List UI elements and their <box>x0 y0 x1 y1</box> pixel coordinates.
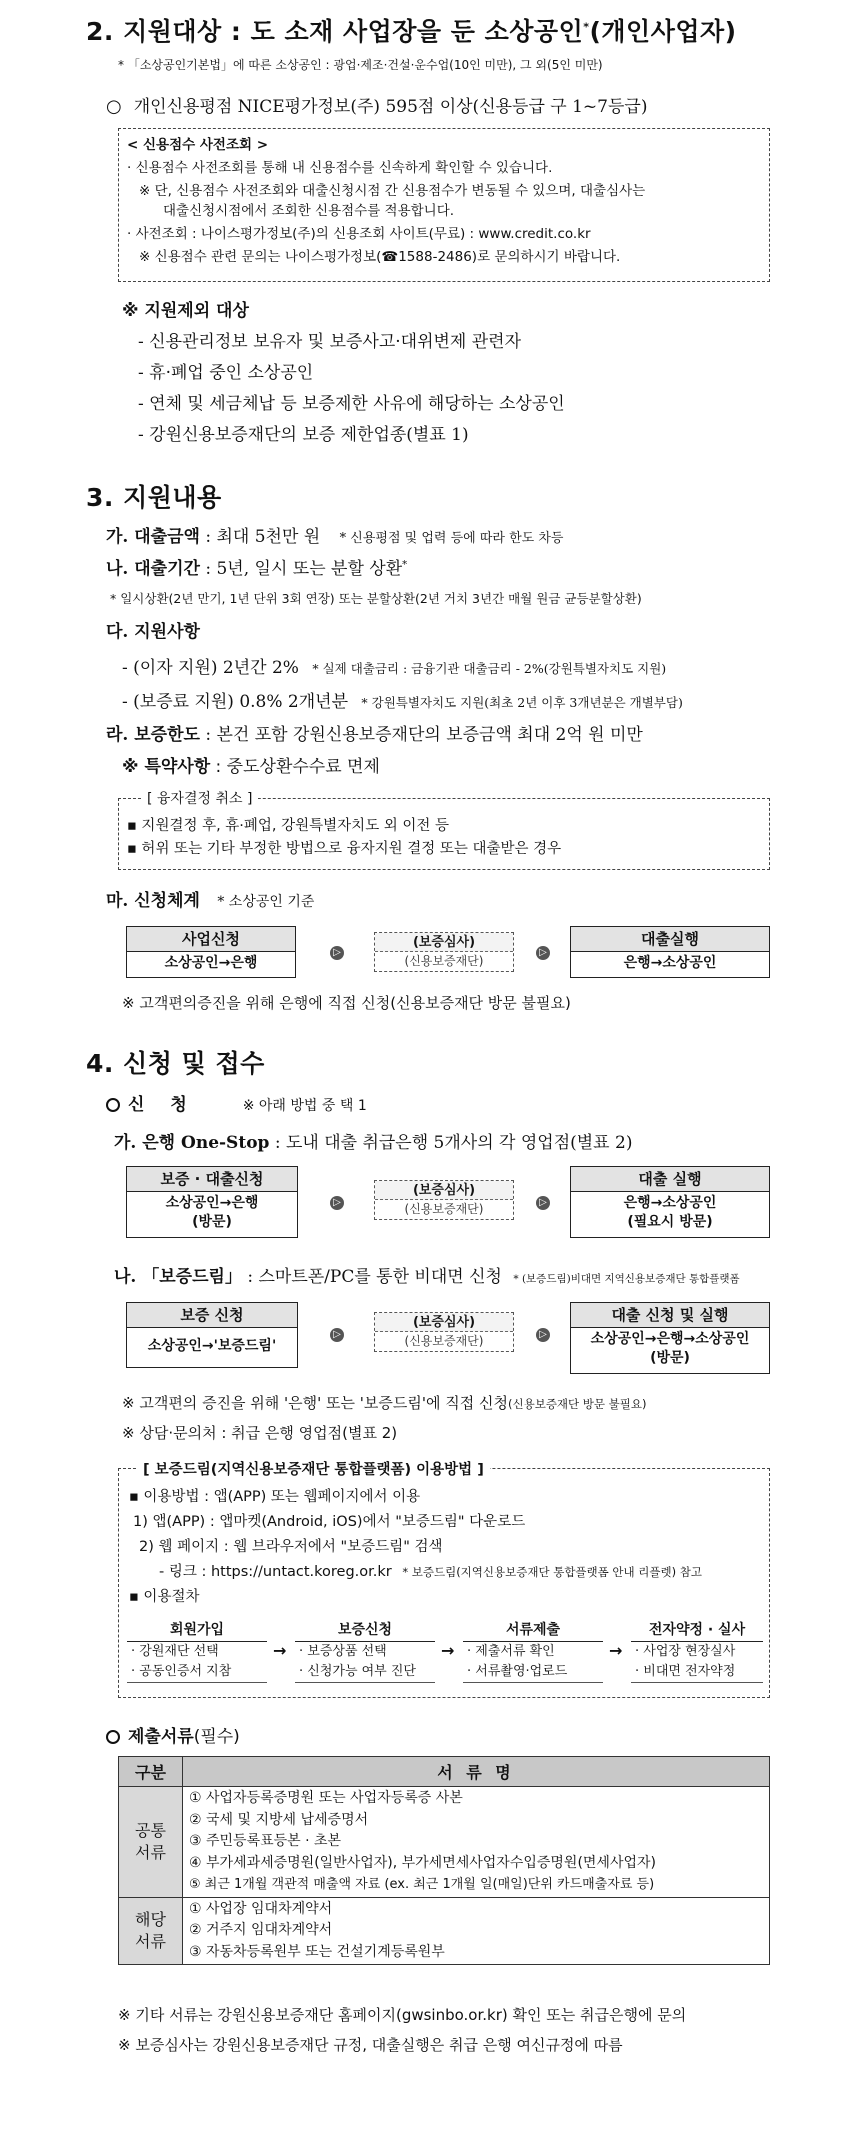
support-title: 다. 지원사항 <box>106 622 200 642</box>
bojeungdream-row: 나. 「보증드림」 : 스마트폰/PC를 통한 비대면 신청 * (보증드림)비대면 지역신용보증재단 통합플랫폼 <box>114 1267 740 1287</box>
flow-arrow-icon: ▷ <box>330 1196 344 1210</box>
doc-item: ② 거주지 임대차계약서 <box>189 1922 333 1938</box>
credit-box-line: ※ 단, 신용점수 사전조회와 대출신청시점 간 신용점수가 변동될 수 있으며, 대출심사는 <box>139 183 646 199</box>
credit-box-line: ※ 신용점수 관련 문의는 나이스평가정보(☎1588-2486)로 문의하시기 바랍니다. <box>139 249 621 265</box>
section-2-title: 2. 지원대상 : 도 소재 사업장을 둔 소상공인*(개인사업자) <box>86 17 737 46</box>
docs-footer <box>118 2000 686 2060</box>
flow-b-step-review: (보증심사) (신용보증재단) <box>374 1312 514 1352</box>
flow-step-execute: 대출실행 은행→소상공인 <box>570 926 770 978</box>
flow-arrow-icon: ▷ <box>536 1328 550 1342</box>
special-terms-row: ※ 특약사항 : 중도상환수수료 면제 <box>122 757 380 777</box>
bank-onestop-row: 가. 은행 One-Stop : 도내 대출 취급은행 5개사의 각 영업점(별표 2) <box>114 1133 633 1153</box>
exclusion-item: - 신용관리정보 보유자 및 보증사고·대위변제 관련자 <box>138 332 522 352</box>
cancel-item: ▪ 허위 또는 기타 부정한 방법으로 융자지원 결정 또는 대출받은 경우 <box>127 841 562 857</box>
dream-step: 회원가입 · 강원재단 선택 · 공동인증서 지참 <box>127 1619 267 1683</box>
dream-link-row: - 링크 : https://untact.koreg.or.kr * 보증드림(지역신용보증재단 통합플랫폼 안내 리플렛) 참고 <box>159 1564 702 1580</box>
flow-arrow-icon: ▷ <box>330 946 344 960</box>
flow-step-review: (보증심사) (신용보증재단) <box>374 932 514 972</box>
documents-table <box>118 1756 770 1965</box>
dream-method: ▪ 이용방법 : 앱(APP) 또는 웹페이지에서 이용 <box>129 1489 421 1505</box>
flow-b-step-execute: 대출 신청 및 실행 소상공인→은행→소상공인 (방문) <box>570 1302 770 1374</box>
dream-web: 2) 웹 페이지 : 웹 브라우저에서 "보증드림" 검색 <box>139 1539 443 1555</box>
flow-arrow-icon: ▷ <box>536 946 550 960</box>
dream-app: 1) 앱(APP) : 앱마켓(Android, iOS)에서 "보증드림" 다운로드 <box>133 1514 526 1530</box>
doc-item: ① 사업장 임대차계약서 <box>189 1900 333 1917</box>
table-row <box>119 1897 770 1965</box>
bojeungdream-box-title: [ 보증드림(지역신용보증재단 통합플랫폼) 이용방법 ] <box>137 1458 490 1479</box>
table-header: 구분 <box>119 1757 183 1787</box>
sec4-note-2: ※ 상담·문의처 : 취급 은행 영업점(별표 2) <box>122 1424 398 1442</box>
row-category: 해당 서류 <box>119 1897 183 1965</box>
flow-a-step-execute: 대출 실행 은행→소상공인 (필요시 방문) <box>570 1166 770 1238</box>
circle-bullet-icon <box>106 1730 120 1744</box>
flow-a-step-review: (보증심사) (신용보증재단) <box>374 1180 514 1220</box>
credit-box-line: · 사전조회 : 나이스평가정보(주)의 신용조회 사이트(무료) : www.credit.co.kr <box>127 226 591 242</box>
section-2-bullet: ○ 개인신용평점 NICE평가정보(주) 595점 이상(신용등급 구 1~7등급) <box>106 96 648 117</box>
exclusion-list <box>138 327 565 451</box>
flow-arrow-icon: ▷ <box>330 1328 344 1342</box>
doc-item: ③ 주민등록표등본 · 초본 <box>189 1833 342 1849</box>
apply-system-row: 마. 신청체계 * 소상공인 기준 <box>106 891 315 911</box>
docs-footer-line: ※ 기타 서류는 강원신용보증재단 홈페이지(gwsinbo.or.kr) 확인 또는 취급은행에 문의 <box>118 2006 687 2024</box>
docs-footer-line: ※ 보증심사는 강원신용보증재단 규정, 대출실행은 취급 은행 여신규정에 따름 <box>118 2036 623 2054</box>
dream-step: 전자약정 · 실사 · 사업장 현장실사 · 비대면 전자약정 <box>631 1619 763 1683</box>
step-arrow-icon: → <box>441 1641 455 1660</box>
cancel-box <box>118 791 770 870</box>
interest-support-row: - (이자 지원) 2년간 2% * 실제 대출금리 : 금융기관 대출금리 - 2%(강원특별자치도 지원) <box>122 658 667 678</box>
credit-box-title: < 신용점수 사전조회 > <box>127 137 269 153</box>
loan-period-row: 나. 대출기간 : 5년, 일시 또는 분할 상환* <box>106 559 408 579</box>
dream-proc-title: ▪ 이용절차 <box>129 1589 200 1605</box>
table-header-row <box>119 1757 770 1787</box>
doc-item: ④ 부가세과세증명원(일반사업자), 부가세면세사업자수입증명원(면세사업자) <box>189 1854 656 1871</box>
doc-item: ② 국세 및 지방세 납세증명서 <box>189 1811 369 1828</box>
row-items <box>183 1787 770 1898</box>
apply-row: 신 청 ※ 아래 방법 중 택 1 <box>106 1090 367 1115</box>
exclusion-title: ※ 지원제외 대상 <box>122 301 249 321</box>
bojeungdream-box <box>118 1462 770 1698</box>
guarantee-limit-row: 라. 보증한도 : 본건 포함 강원신용보증재단의 보증금액 최대 2억 원 미만 <box>106 725 643 745</box>
cancel-item: ▪ 지원결정 후, 휴·폐업, 강원특별자치도 외 이전 등 <box>127 818 450 834</box>
doc-item: ① 사업자등록증명원 또는 사업자등록증 사본 <box>189 1790 463 1806</box>
section-3-title: 3. 지원내용 <box>86 483 222 512</box>
dream-steps <box>127 1619 767 1689</box>
flow-b-step-apply: 보증 신청 소상공인→'보증드림' <box>126 1302 298 1368</box>
credit-precheck-box <box>118 128 770 282</box>
loan-amount-row: 가. 대출금액 : 최대 5천만 원 * 신용평점 및 업력 등에 따라 한도 차등 <box>106 527 564 547</box>
flow-arrow-icon: ▷ <box>536 1196 550 1210</box>
docs-title-row: 제출서류(필수) <box>106 1722 240 1747</box>
credit-box-line: 대출신청시점에서 조회한 신용점수를 적용합니다. <box>163 203 455 219</box>
dream-step: 서류제출 · 제출서류 확인 · 서류촬영·업로드 <box>463 1619 603 1683</box>
cancel-box-title: [ 융자결정 취소 ] <box>141 788 258 808</box>
section-4-title: 4. 신청 및 접수 <box>86 1049 265 1078</box>
row-items <box>183 1897 770 1965</box>
table-row <box>119 1787 770 1898</box>
row-category: 공통 서류 <box>119 1787 183 1898</box>
table-header: 서 류 명 <box>183 1757 770 1787</box>
step-arrow-icon: → <box>273 1641 287 1660</box>
dream-link[interactable]: - 링크 : https://untact.koreg.or.kr <box>159 1564 392 1580</box>
sec4-note-1: ※ 고객편의 증진을 위해 '은행' 또는 '보증드림'에 직접 신청(신용보증재단 방문 불필요) <box>122 1394 647 1412</box>
apply-system-footer: ※ 고객편의증진을 위해 은행에 직접 신청(신용보증재단 방문 불필요) <box>122 994 571 1012</box>
fee-support-row: - (보증료 지원) 0.8% 2개년분 * 강원특별자치도 지원(최초 2년 이후 3개년분은 개별부담) <box>122 692 683 712</box>
dream-step: 보증신청 · 보증상품 선택 · 신청가능 여부 진단 <box>295 1619 435 1683</box>
flow-a-step-apply: 보증 · 대출신청 소상공인→은행 (방문) <box>126 1166 298 1238</box>
flow-step-apply: 사업신청 소상공인→은행 <box>126 926 296 978</box>
doc-item: ③ 자동차등록원부 또는 건설기계등록원부 <box>189 1943 445 1960</box>
section-2-note: * 「소상공인기본법」에 따른 소상공인 : 광업·제조·건설·운수업(10인 미만), 그 외(5인 미만) <box>118 58 603 72</box>
credit-box-line: · 신용점수 사전조회를 통해 내 신용점수를 신속하게 확인할 수 있습니다. <box>127 160 553 176</box>
exclusion-item: - 연체 및 세금체납 등 보증제한 사유에 해당하는 소상공인 <box>138 394 565 414</box>
exclusion-item: - 강원신용보증재단의 보증 제한업종(별표 1) <box>138 425 469 445</box>
doc-item: ⑤ 최근 1개월 객관적 매출액 자료 (ex. 최근 1개월 일(매일)단위 카드매출자료 등) <box>189 1877 655 1892</box>
circle-bullet-icon <box>106 1098 120 1112</box>
exclusion-item: - 휴·폐업 중인 소상공인 <box>138 363 314 383</box>
step-arrow-icon: → <box>609 1641 623 1660</box>
loan-period-note: * 일시상환(2년 만기, 1년 단위 3회 연장) 또는 분할상환(2년 거치 3년간 매월 원금 균등분할상환) <box>110 591 642 606</box>
